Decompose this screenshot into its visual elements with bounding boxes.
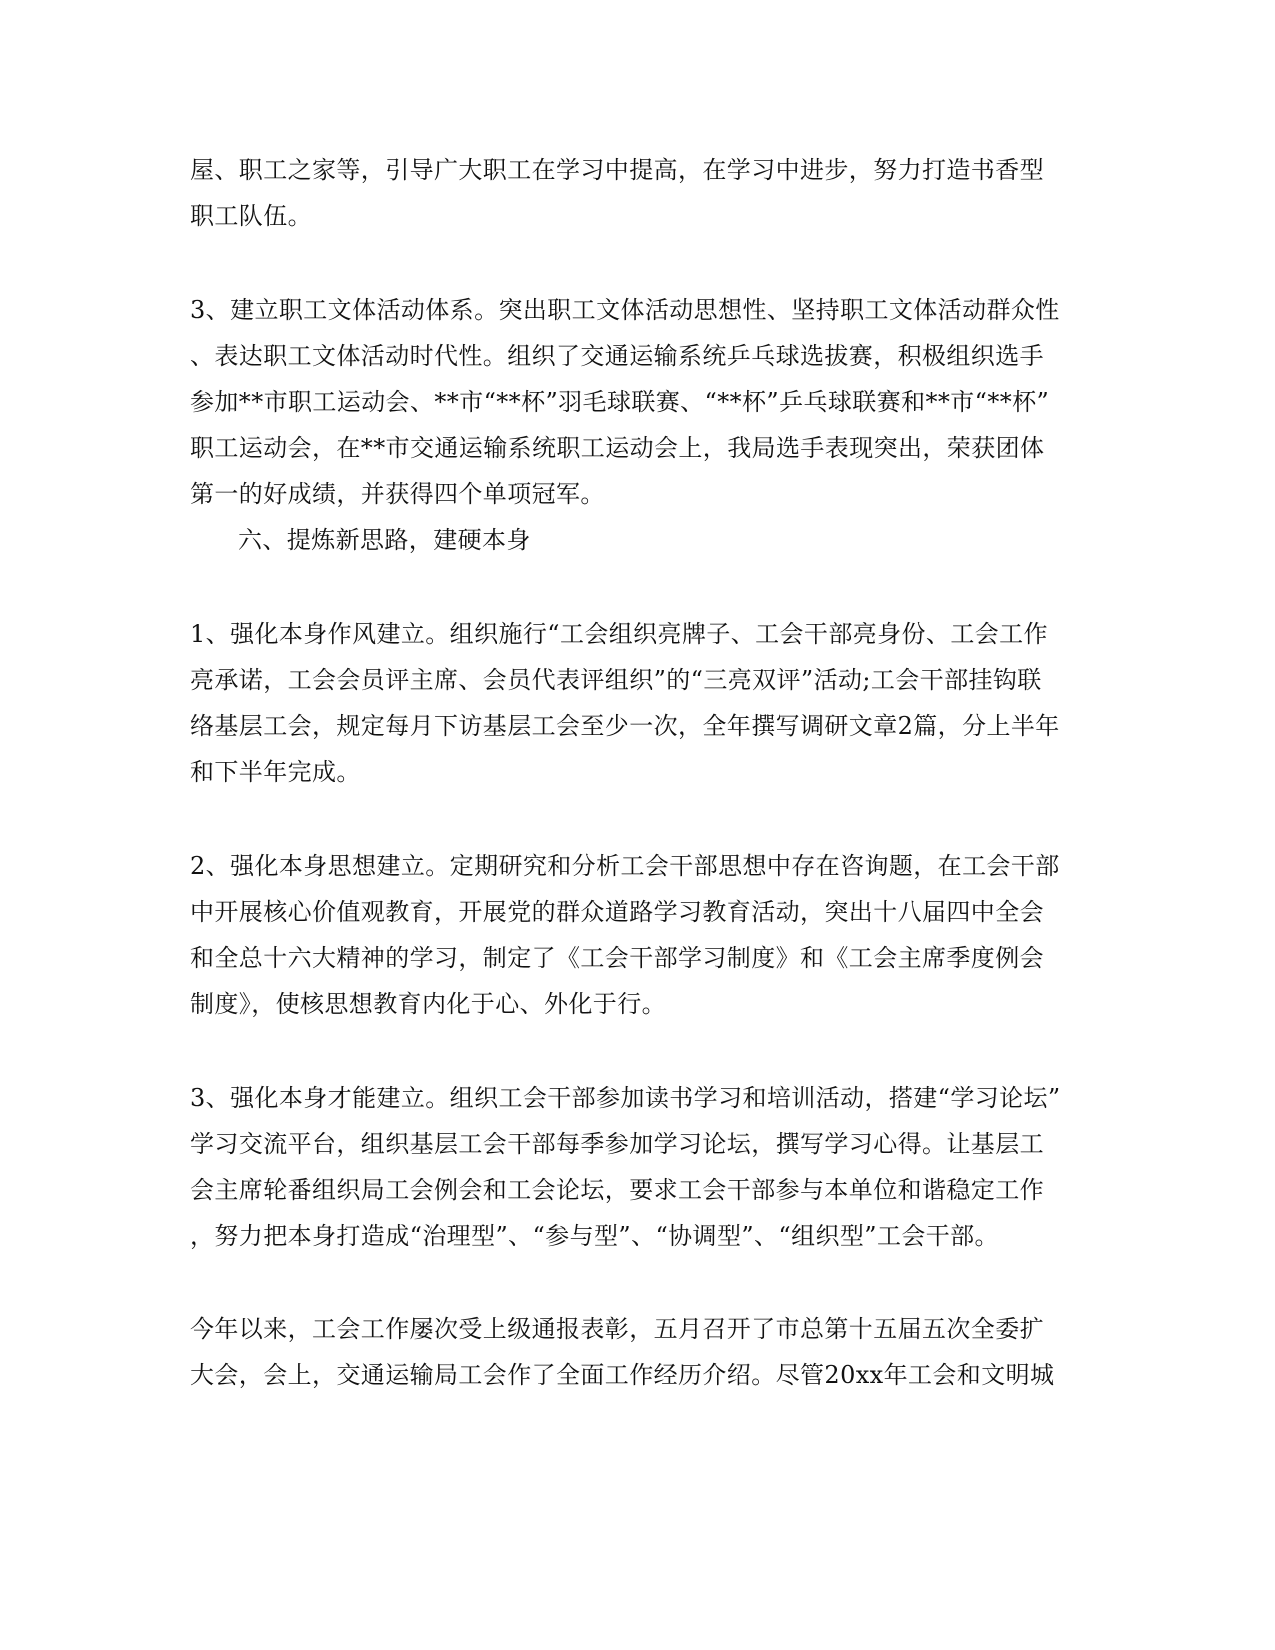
text-line: 1、强化本身作风建立。组织施行“工会组织亮牌子、工会干部亮身份、工会工作 bbox=[190, 620, 1048, 648]
paragraph-capability bbox=[190, 1075, 1080, 1259]
text-line: 学习交流平台，组织基层工会干部每季参加学习论坛，撰写学习心得。让基层工 bbox=[190, 1130, 1044, 1158]
text-line: 、表达职工文体活动时代性。组织了交通运输系统乒乓球选拔赛，积极组织选手 bbox=[190, 342, 1044, 370]
text-line: 和下半年完成。 bbox=[190, 758, 361, 786]
text-line: 会主席轮番组织局工会例会和工会论坛，要求工会干部参与本单位和谐稳定工作 bbox=[190, 1176, 1044, 1204]
text-line: 3、强化本身才能建立。组织工会干部参加读书学习和培训活动，搭建“学习论坛” bbox=[190, 1084, 1061, 1112]
text-line: 络基层工会，规定每月下访基层工会至少一次，全年撰写调研文章2篇，分上半年 bbox=[190, 712, 1060, 740]
paragraph-work-style bbox=[190, 611, 1080, 795]
text-line: 中开展核心价值观教育，开展党的群众道路学习教育活动，突出十八届四中全会 bbox=[190, 898, 1044, 926]
text-line: 2、强化本身思想建立。定期研究和分析工会干部思想中存在咨询题，在工会干部 bbox=[190, 852, 1060, 880]
text-line: 职工队伍。 bbox=[190, 202, 312, 230]
text-line: 屋、职工之家等，引导广大职工在学习中提高，在学习中进步，努力打造书香型 bbox=[190, 156, 1044, 184]
text-line: 制度》，使核思想教育内化于心、外化于行。 bbox=[190, 990, 666, 1018]
paragraph-this-year bbox=[190, 1306, 1080, 1398]
paragraph-reading-corner bbox=[190, 147, 1080, 239]
section-heading: 六、提炼新思路，建硬本身 bbox=[238, 526, 531, 554]
text-line: 今年以来，工会工作屡次受上级通报表彰，五月召开了市总第十五届五次全委扩 bbox=[190, 1315, 1044, 1343]
text-line: 3、建立职工文体活动体系。突出职工文体活动思想性、坚持职工文体活动群众性 bbox=[190, 296, 1060, 324]
text-line: 职工运动会，在**市交通运输系统职工运动会上，我局选手表现突出，荣获团体 bbox=[190, 434, 1045, 462]
text-line: 参加**市职工运动会、**市“**杯”羽毛球联赛、“**杯”乒乓球联赛和**市“**杯” bbox=[190, 388, 1050, 416]
paragraph-ideology bbox=[190, 843, 1080, 1027]
text-line: 大会，会上，交通运输局工会作了全面工作经历介绍。尽管20xx年工会和文明城 bbox=[190, 1361, 1055, 1389]
text-line: ，努力把本身打造成“治理型”、“参与型”、“协调型”、“组织型”工会干部。 bbox=[190, 1222, 999, 1250]
text-line: 亮承诺，工会会员评主席、会员代表评组织”的“三亮双评”活动;工会干部挂钩联 bbox=[190, 666, 1042, 694]
text-line: 第一的好成绩，并获得四个单项冠军。 bbox=[190, 480, 605, 508]
text-line: 和全总十六大精神的学习，制定了《工会干部学习制度》和《工会主席季度例会 bbox=[190, 944, 1044, 972]
paragraph-sports-system bbox=[190, 287, 1080, 517]
